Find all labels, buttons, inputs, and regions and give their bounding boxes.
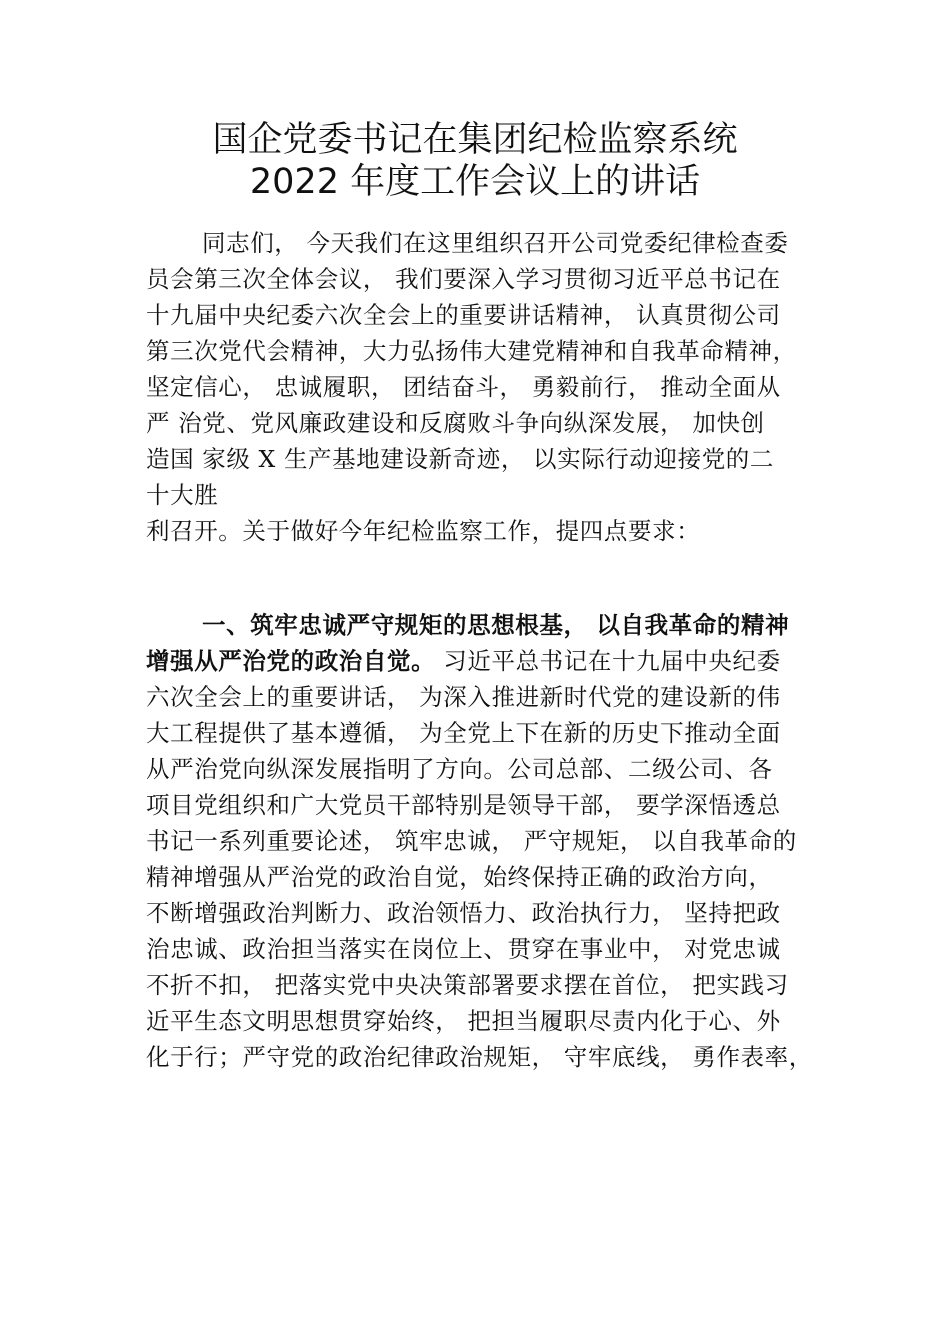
section-line: 治忠诚、政治担当落实在岗位上、贯穿在事业中， 对党忠诚 (146, 935, 781, 963)
paragraph-line: 员会第三次全体会议， 我们要深入学习贯彻习近平总书记在 (146, 265, 781, 293)
section-line: 项目党组织和广大党员干部特别是领导干部， 要学深悟透总 (146, 791, 781, 819)
section-line: 六次全会上的重要讲话， 为深入推进新时代党的建设新的伟 (146, 683, 781, 711)
paragraph-line: 第三次党代会精神，大力弘扬伟大建党精神和自我革命精神， (146, 337, 797, 365)
document-title-line-1: 国企党委书记在集团纪检监察系统 (212, 120, 738, 160)
section-line: 书记一系列重要论述， 筑牢忠诚， 严守规矩， 以自我革命的 (146, 827, 797, 855)
paragraph-line: 造国 家级 X 生产基地建设新奇迹， 以实际行动迎接党的二 (146, 445, 775, 473)
section-line: 化于行；严守党的政治纪律政治规矩， 守牢底线， 勇作表率， (146, 1043, 813, 1071)
section-line: 大工程提供了基本遵循， 为全党上下在新的历史下推动全面 (146, 719, 781, 747)
section-line: 不断增强政治判断力、政治领悟力、政治执行力， 坚持把政 (146, 899, 781, 927)
section-heading-tail: 增强从严治党的政治自觉。 (146, 647, 436, 675)
section-line: 精神增强从严治党的政治自觉，始终保持正确的政治方向， (146, 863, 773, 891)
section-heading-line-2 (146, 646, 836, 676)
section-line: 从严治党向纵深发展指明了方向。公司总部、二级公司、各 (146, 755, 773, 783)
section-body-start: 习近平总书记在十九届中央纪委 (435, 647, 781, 675)
paragraph-line: 同志们， 今天我们在这里组织召开公司党委纪律检查委 (202, 229, 789, 257)
document-title-line-2: 2022 年度工作会议上的讲话 (249, 162, 701, 202)
section-line: 不折不扣， 把落实党中央决策部署要求摆在首位， 把实践习 (146, 971, 789, 999)
paragraph-line: 十九届中央纪委六次全会上的重要讲话精神， 认真贯彻公司 (146, 301, 781, 329)
paragraph-line: 严 治党、党风廉政建设和反腐败斗争向纵深发展， 加快创 (146, 409, 765, 437)
paragraph-line: 利召开。关于做好今年纪检监察工作，提四点要求： (146, 517, 701, 545)
paragraph-line: 坚定信心， 忠诚履职， 团结奋斗， 勇毅前行， 推动全面从 (146, 373, 781, 401)
section-heading-line-1: 一、筑牢忠诚严守规矩的思想根基， 以自我革命的精神 (202, 611, 790, 639)
paragraph-line: 十大胜 (146, 481, 219, 509)
section-line: 近平生态文明思想贯穿始终， 把担当履职尽责内化于心、外 (146, 1007, 781, 1035)
